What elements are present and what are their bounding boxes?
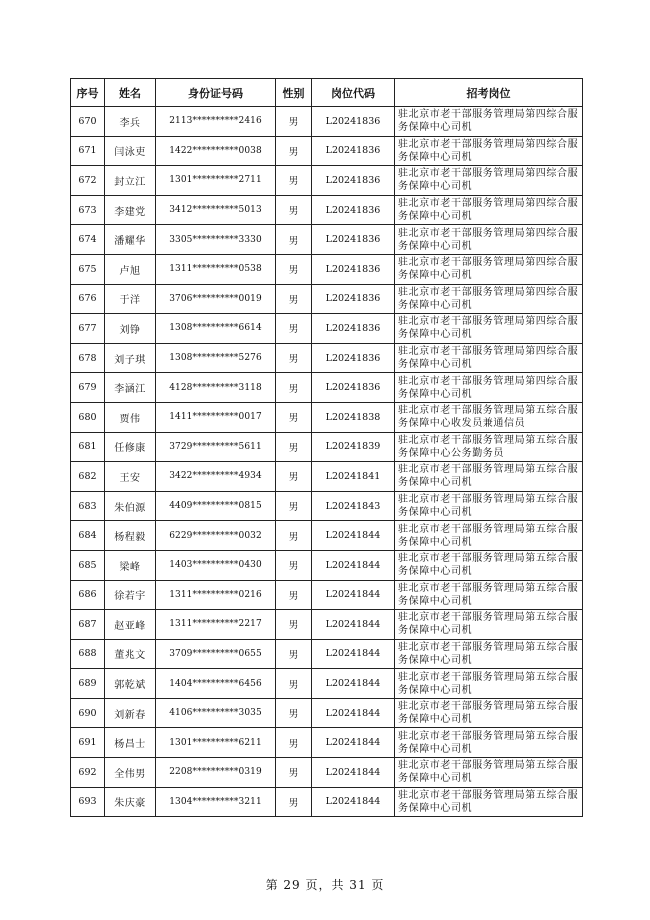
cell-position-code: L20241844 xyxy=(312,698,395,728)
cell-serial-number: 672 xyxy=(71,166,105,196)
cell-gender: 男 xyxy=(276,432,312,462)
cell-position: 驻北京市老干部服务管理局第五综合服务保障中心司机 xyxy=(395,521,583,551)
cell-name: 刘铮 xyxy=(105,314,156,344)
cell-position: 驻北京市老干部服务管理局第四综合服务保障中心司机 xyxy=(395,195,583,225)
cell-name: 贾伟 xyxy=(105,402,156,432)
cell-position: 驻北京市老干部服务管理局第五综合服务保障中心司机 xyxy=(395,639,583,669)
cell-position-code: L20241844 xyxy=(312,728,395,758)
cell-position-code: L20241844 xyxy=(312,610,395,640)
cell-position-code: L20241838 xyxy=(312,402,395,432)
cell-serial-number: 691 xyxy=(71,728,105,758)
cell-position: 驻北京市老干部服务管理局第四综合服务保障中心司机 xyxy=(395,284,583,314)
table-row xyxy=(71,284,583,314)
table-row xyxy=(71,580,583,610)
cell-gender: 男 xyxy=(276,521,312,551)
cell-gender: 男 xyxy=(276,639,312,669)
cell-serial-number: 675 xyxy=(71,254,105,284)
cell-gender: 男 xyxy=(276,343,312,373)
cell-serial-number: 685 xyxy=(71,550,105,580)
cell-gender: 男 xyxy=(276,758,312,788)
cell-position-code: L20241836 xyxy=(312,195,395,225)
cell-id-number: 3706**********0019 xyxy=(156,284,276,314)
table-row xyxy=(71,639,583,669)
cell-name: 刘新春 xyxy=(105,698,156,728)
table-row xyxy=(71,432,583,462)
cell-id-number: 4128**********3118 xyxy=(156,373,276,403)
cell-serial-number: 679 xyxy=(71,373,105,403)
cell-position: 驻北京市老干部服务管理局第五综合服务保障中心司机 xyxy=(395,550,583,580)
cell-name: 王安 xyxy=(105,462,156,492)
table-row xyxy=(71,462,583,492)
cell-gender: 男 xyxy=(276,225,312,255)
cell-gender: 男 xyxy=(276,728,312,758)
cell-serial-number: 687 xyxy=(71,610,105,640)
page-number: 第 29 页，共 31 页 xyxy=(265,878,385,892)
table-row xyxy=(71,610,583,640)
cell-gender: 男 xyxy=(276,195,312,225)
cell-id-number: 4409**********0815 xyxy=(156,491,276,521)
cell-position-code: L20241841 xyxy=(312,462,395,492)
cell-serial-number: 689 xyxy=(71,669,105,699)
cell-id-number: 2208**********0319 xyxy=(156,758,276,788)
cell-serial-number: 683 xyxy=(71,491,105,521)
cell-gender: 男 xyxy=(276,284,312,314)
table-row xyxy=(71,107,583,137)
cell-gender: 男 xyxy=(276,698,312,728)
cell-serial-number: 681 xyxy=(71,432,105,462)
cell-gender: 男 xyxy=(276,373,312,403)
cell-name: 朱伯源 xyxy=(105,491,156,521)
cell-name: 刘子琪 xyxy=(105,343,156,373)
cell-position: 驻北京市老干部服务管理局第四综合服务保障中心司机 xyxy=(395,166,583,196)
table-row xyxy=(71,491,583,521)
header-gender: 性别 xyxy=(276,79,312,107)
table-row xyxy=(71,225,583,255)
cell-position-code: L20241836 xyxy=(312,284,395,314)
cell-position-code: L20241836 xyxy=(312,314,395,344)
table-row xyxy=(71,669,583,699)
cell-id-number: 6229**********0032 xyxy=(156,521,276,551)
cell-serial-number: 674 xyxy=(71,225,105,255)
cell-position: 驻北京市老干部服务管理局第五综合服务保障中心司机 xyxy=(395,610,583,640)
cell-position: 驻北京市老干部服务管理局第五综合服务保障中心司机 xyxy=(395,787,583,817)
cell-serial-number: 673 xyxy=(71,195,105,225)
cell-position: 驻北京市老干部服务管理局第五综合服务保障中心公务勤务员 xyxy=(395,432,583,462)
cell-position: 驻北京市老干部服务管理局第五综合服务保障中心司机 xyxy=(395,669,583,699)
cell-name: 朱庆豪 xyxy=(105,787,156,817)
cell-position-code: L20241844 xyxy=(312,669,395,699)
header-id-number: 身份证号码 xyxy=(156,79,276,107)
cell-id-number: 1422**********0038 xyxy=(156,136,276,166)
cell-name: 赵亚峰 xyxy=(105,610,156,640)
table-row xyxy=(71,758,583,788)
table-row xyxy=(71,728,583,758)
cell-position-code: L20241843 xyxy=(312,491,395,521)
cell-position: 驻北京市老干部服务管理局第四综合服务保障中心司机 xyxy=(395,136,583,166)
cell-id-number: 3709**********0655 xyxy=(156,639,276,669)
cell-position-code: L20241836 xyxy=(312,166,395,196)
cell-gender: 男 xyxy=(276,462,312,492)
cell-name: 李兵 xyxy=(105,107,156,137)
cell-position: 驻北京市老干部服务管理局第五综合服务保障中心收发员兼通信员 xyxy=(395,402,583,432)
cell-id-number: 1301**********6211 xyxy=(156,728,276,758)
table-row xyxy=(71,195,583,225)
cell-serial-number: 682 xyxy=(71,462,105,492)
cell-position: 驻北京市老干部服务管理局第五综合服务保障中心司机 xyxy=(395,580,583,610)
cell-gender: 男 xyxy=(276,166,312,196)
table-row xyxy=(71,314,583,344)
cell-gender: 男 xyxy=(276,550,312,580)
cell-serial-number: 684 xyxy=(71,521,105,551)
table-row xyxy=(71,254,583,284)
cell-position-code: L20241844 xyxy=(312,521,395,551)
header-serial-number: 序号 xyxy=(71,79,105,107)
cell-position: 驻北京市老干部服务管理局第五综合服务保障中心司机 xyxy=(395,491,583,521)
cell-serial-number: 670 xyxy=(71,107,105,137)
cell-position-code: L20241836 xyxy=(312,136,395,166)
cell-position: 驻北京市老干部服务管理局第四综合服务保障中心司机 xyxy=(395,373,583,403)
table-row xyxy=(71,787,583,817)
cell-position: 驻北京市老干部服务管理局第四综合服务保障中心司机 xyxy=(395,225,583,255)
cell-position-code: L20241844 xyxy=(312,550,395,580)
cell-serial-number: 690 xyxy=(71,698,105,728)
cell-name: 郭乾斌 xyxy=(105,669,156,699)
table-row xyxy=(71,136,583,166)
cell-position: 驻北京市老干部服务管理局第四综合服务保障中心司机 xyxy=(395,343,583,373)
header-name: 姓名 xyxy=(105,79,156,107)
cell-name: 潘耀华 xyxy=(105,225,156,255)
cell-position-code: L20241844 xyxy=(312,758,395,788)
cell-position: 驻北京市老干部服务管理局第四综合服务保障中心司机 xyxy=(395,107,583,137)
cell-id-number: 1301**********2711 xyxy=(156,166,276,196)
cell-name: 董兆文 xyxy=(105,639,156,669)
cell-serial-number: 671 xyxy=(71,136,105,166)
cell-position: 驻北京市老干部服务管理局第四综合服务保障中心司机 xyxy=(395,314,583,344)
cell-serial-number: 692 xyxy=(71,758,105,788)
cell-gender: 男 xyxy=(276,491,312,521)
table-row xyxy=(71,166,583,196)
cell-id-number: 2113**********2416 xyxy=(156,107,276,137)
cell-position-code: L20241836 xyxy=(312,373,395,403)
table-row xyxy=(71,550,583,580)
cell-name: 于洋 xyxy=(105,284,156,314)
cell-id-number: 3305**********3330 xyxy=(156,225,276,255)
cell-position-code: L20241836 xyxy=(312,225,395,255)
candidate-table xyxy=(70,78,583,817)
cell-id-number: 1308**********6614 xyxy=(156,314,276,344)
cell-serial-number: 680 xyxy=(71,402,105,432)
cell-position: 驻北京市老干部服务管理局第五综合服务保障中心司机 xyxy=(395,758,583,788)
table-header-row xyxy=(71,79,583,107)
cell-name: 封立江 xyxy=(105,166,156,196)
cell-serial-number: 678 xyxy=(71,343,105,373)
cell-id-number: 1311**********0538 xyxy=(156,254,276,284)
table-row xyxy=(71,343,583,373)
cell-position: 驻北京市老干部服务管理局第五综合服务保障中心司机 xyxy=(395,698,583,728)
cell-gender: 男 xyxy=(276,402,312,432)
cell-id-number: 3422**********4934 xyxy=(156,462,276,492)
cell-name: 李建党 xyxy=(105,195,156,225)
cell-position-code: L20241844 xyxy=(312,639,395,669)
cell-id-number: 1304**********3211 xyxy=(156,787,276,817)
cell-name: 李涵江 xyxy=(105,373,156,403)
cell-name: 任修康 xyxy=(105,432,156,462)
cell-gender: 男 xyxy=(276,669,312,699)
cell-id-number: 1311**********0216 xyxy=(156,580,276,610)
cell-name: 徐若宇 xyxy=(105,580,156,610)
cell-id-number: 1411**********0017 xyxy=(156,402,276,432)
cell-id-number: 1311**********2217 xyxy=(156,610,276,640)
cell-position-code: L20241836 xyxy=(312,107,395,137)
cell-gender: 男 xyxy=(276,610,312,640)
cell-gender: 男 xyxy=(276,787,312,817)
cell-gender: 男 xyxy=(276,314,312,344)
cell-name: 杨昌士 xyxy=(105,728,156,758)
cell-id-number: 3412**********5013 xyxy=(156,195,276,225)
table-row xyxy=(71,521,583,551)
cell-name: 卢旭 xyxy=(105,254,156,284)
cell-gender: 男 xyxy=(276,580,312,610)
cell-id-number: 1308**********5276 xyxy=(156,343,276,373)
cell-id-number: 4106**********3035 xyxy=(156,698,276,728)
cell-name: 全伟男 xyxy=(105,758,156,788)
table-row xyxy=(71,698,583,728)
cell-id-number: 1403**********0430 xyxy=(156,550,276,580)
cell-position-code: L20241844 xyxy=(312,787,395,817)
cell-position-code: L20241839 xyxy=(312,432,395,462)
cell-name: 闫泳吏 xyxy=(105,136,156,166)
cell-position-code: L20241844 xyxy=(312,580,395,610)
table-row xyxy=(71,373,583,403)
cell-position-code: L20241836 xyxy=(312,254,395,284)
cell-serial-number: 693 xyxy=(71,787,105,817)
cell-position-code: L20241836 xyxy=(312,343,395,373)
cell-name: 杨程毅 xyxy=(105,521,156,551)
cell-gender: 男 xyxy=(276,136,312,166)
cell-name: 梁峰 xyxy=(105,550,156,580)
header-position-code: 岗位代码 xyxy=(312,79,395,107)
cell-position: 驻北京市老干部服务管理局第五综合服务保障中心司机 xyxy=(395,462,583,492)
cell-position: 驻北京市老干部服务管理局第五综合服务保障中心司机 xyxy=(395,728,583,758)
cell-serial-number: 676 xyxy=(71,284,105,314)
cell-position: 驻北京市老干部服务管理局第四综合服务保障中心司机 xyxy=(395,254,583,284)
cell-serial-number: 688 xyxy=(71,639,105,669)
cell-gender: 男 xyxy=(276,107,312,137)
header-position: 招考岗位 xyxy=(395,79,583,107)
table-row xyxy=(71,402,583,432)
cell-id-number: 1404**********6456 xyxy=(156,669,276,699)
cell-serial-number: 677 xyxy=(71,314,105,344)
cell-serial-number: 686 xyxy=(71,580,105,610)
cell-gender: 男 xyxy=(276,254,312,284)
cell-id-number: 3729**********5611 xyxy=(156,432,276,462)
